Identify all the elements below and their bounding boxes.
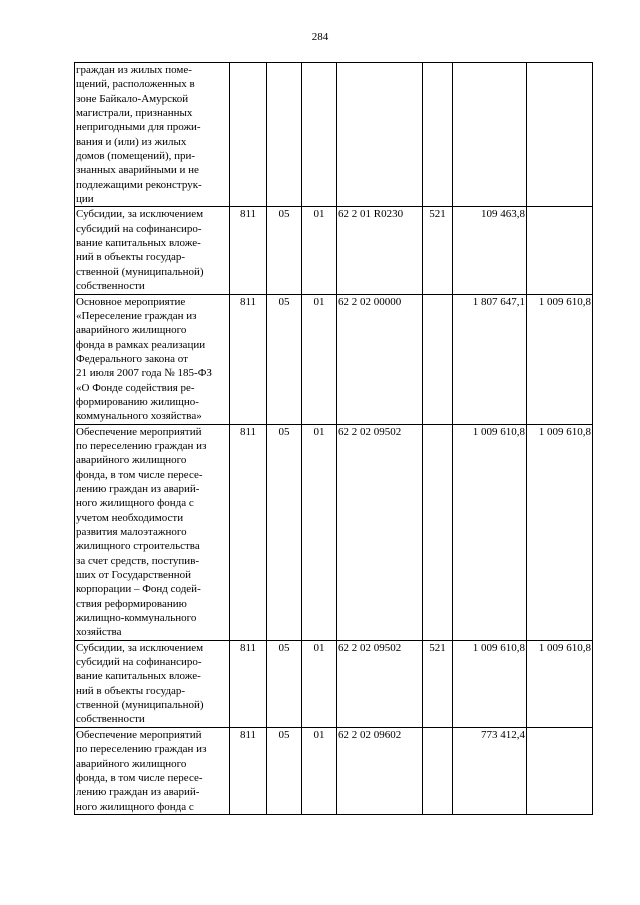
row-name-cell: Субсидии, за исключением субсидий на софинансиро- вание капитальных вложе- ний в объекты государ- ственной (муниципальной) собственности — [75, 207, 230, 294]
page-number: 284 — [311, 31, 329, 43]
amount-cell-2: 1 009 610,8 — [527, 640, 593, 727]
ministry-code-cell: 811 — [230, 727, 267, 814]
expense-type-cell — [423, 294, 453, 424]
section-code-cell: 05 — [267, 424, 302, 640]
expense-type-cell: 521 — [423, 207, 453, 294]
ministry-code-cell: 811 — [230, 207, 267, 294]
table-row — [75, 727, 593, 814]
target-article-cell: 62 2 02 09502 — [337, 424, 423, 640]
subsection-code-cell: 01 — [302, 424, 337, 640]
subsection-code-cell: 01 — [302, 294, 337, 424]
table-row — [75, 294, 593, 424]
row-name-cell: Основное мероприятие «Переселение граждан из аварийного жилищного фонда в рамках реализации Федерального закона от 21 июля 2007 года № 185-ФЗ «О Фонде содействия ре- формированию жилищно- коммунального хозяйства» — [75, 294, 230, 424]
section-code-cell: 05 — [267, 207, 302, 294]
amount-cell-2: 1 009 610,8 — [527, 294, 593, 424]
amount-cell-2 — [527, 207, 593, 294]
expense-type-cell — [423, 727, 453, 814]
ministry-code-cell: 811 — [230, 294, 267, 424]
table-row — [75, 424, 593, 640]
subsection-code-cell: 01 — [302, 727, 337, 814]
target-article-cell: 62 2 02 09602 — [337, 727, 423, 814]
table-row — [75, 640, 593, 727]
target-article-cell: 62 2 02 09502 — [337, 640, 423, 727]
row-name-cell: Обеспечение мероприятий по переселению граждан из аварийного жилищного фонда, в том числе пересе- лению граждан из аварий- ного жилищного фонда с — [75, 727, 230, 814]
section-code-cell: 05 — [267, 727, 302, 814]
section-code-cell: 05 — [267, 640, 302, 727]
table-row — [75, 63, 593, 207]
row-name-cell: Обеспечение мероприятий по переселению граждан из аварийного жилищного фонда, в том числе пересе- лению граждан из аварий- ного жилищного фонда с учетом необходимости развития малоэтажного жилищного строительства за счет средств, поступив- ших от Государственной корпорации – Фонд содей- ствия реформированию жилищно-коммунального хозяйства — [75, 424, 230, 640]
target-article-cell: 62 2 01 R0230 — [337, 207, 423, 294]
amount-cell-1: 773 412,4 — [453, 727, 527, 814]
subsection-code-cell: 01 — [302, 207, 337, 294]
ministry-code-cell: 811 — [230, 640, 267, 727]
subsection-code-cell — [302, 63, 337, 207]
target-article-cell: 62 2 02 00000 — [337, 294, 423, 424]
target-article-cell — [337, 63, 423, 207]
ministry-code-cell — [230, 63, 267, 207]
amount-cell-2 — [527, 63, 593, 207]
amount-cell-1: 1 009 610,8 — [453, 640, 527, 727]
amount-cell-1: 1 807 647,1 — [453, 294, 527, 424]
expense-type-cell: 521 — [423, 640, 453, 727]
ministry-code-cell: 811 — [230, 424, 267, 640]
section-code-cell: 05 — [267, 294, 302, 424]
table-row — [75, 207, 593, 294]
amount-cell-1: 109 463,8 — [453, 207, 527, 294]
amount-cell-2 — [527, 727, 593, 814]
expense-type-cell — [423, 63, 453, 207]
row-name-cell: граждан из жилых поме- щений, расположенных в зоне Байкало-Амурской магистрали, признанных непригодными для прожи- вания и (или) из жилых домов (помещений), при- знанных аварийными и не подлежащими реконструк- ции — [75, 63, 230, 207]
subsection-code-cell: 01 — [302, 640, 337, 727]
amount-cell-1: 1 009 610,8 — [453, 424, 527, 640]
section-code-cell — [267, 63, 302, 207]
row-name-cell: Субсидии, за исключением субсидий на софинансиро- вание капитальных вложе- ний в объекты государ- ственной (муниципальной) собственности — [75, 640, 230, 727]
expense-type-cell — [423, 424, 453, 640]
amount-cell-1 — [453, 63, 527, 207]
amount-cell-2: 1 009 610,8 — [527, 424, 593, 640]
budget-table — [74, 62, 593, 815]
